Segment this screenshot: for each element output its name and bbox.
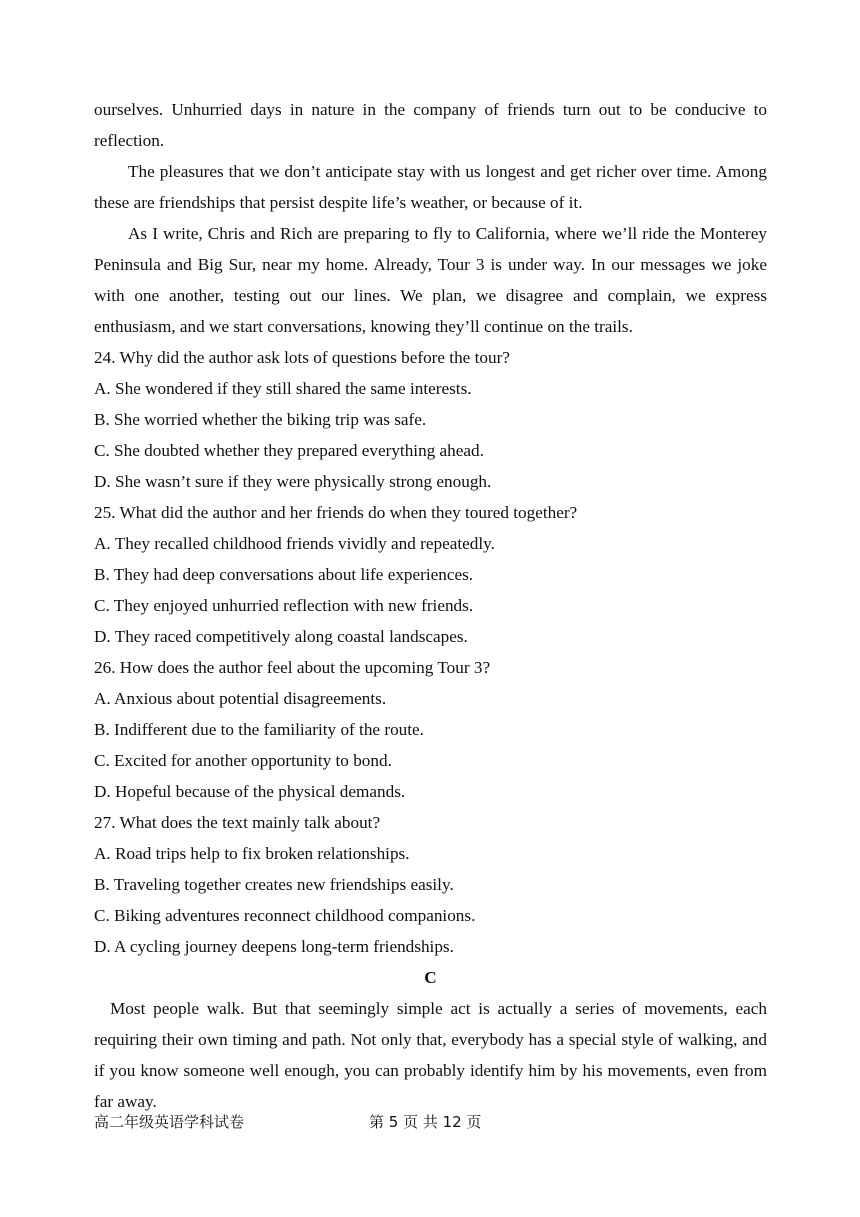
question-stem: 26. How does the author feel about the upcoming Tour 3?: [94, 658, 491, 677]
option-a: A. Road trips help to fix broken relationships.: [94, 844, 410, 863]
passage-b-paragraph-2: The pleasures that we don’t anticipate stay with us longest and get richer over time. Among these are friendships that persist despite life’s weather, or because of it.: [94, 162, 767, 212]
question-27: [94, 807, 767, 962]
passage-b-paragraph-1: ourselves. Unhurried days in nature in the company of friends turn out to be conducive to reflection.: [94, 100, 767, 150]
option-a: A. They recalled childhood friends vividly and repeatedly.: [94, 534, 495, 553]
option-b: B. She worried whether the biking trip was safe.: [94, 410, 427, 429]
option-b: B. They had deep conversations about life experiences.: [94, 565, 474, 584]
page-content: [94, 94, 767, 1117]
question-25: [94, 497, 767, 652]
option-d: D. She wasn’t sure if they were physically strong enough.: [94, 472, 492, 491]
option-d: D. Hopeful because of the physical demands.: [94, 782, 406, 801]
section-c-heading: C: [424, 968, 437, 987]
passage-c-paragraph-1: Most people walk. But that seemingly simple act is actually a series of movements, each requiring their own timing and path. Not only that, everybody has a special style of walking, and if you know someone well enough, you can probably identify him by his movements, even from far away.: [94, 999, 767, 1111]
exam-title: 高二年级英语学科试卷: [94, 1113, 245, 1131]
option-c: C. She doubted whether they prepared everything ahead.: [94, 441, 484, 460]
option-c: C. Excited for another opportunity to bond.: [94, 751, 392, 770]
option-b: B. Traveling together creates new friendships easily.: [94, 875, 454, 894]
option-d: D. A cycling journey deepens long-term friendships.: [94, 937, 454, 956]
question-stem: 25. What did the author and her friends do when they toured together?: [94, 503, 578, 522]
question-26: [94, 652, 767, 807]
option-a: A. She wondered if they still shared the same interests.: [94, 379, 472, 398]
question-stem: 24. Why did the author ask lots of questions before the tour?: [94, 348, 510, 367]
passage-b-paragraph-3: As I write, Chris and Rich are preparing to fly to California, where we’ll ride the Monterey Peninsula and Big Sur, near my home. Already, Tour 3 is under way. In our messages we joke with one another, testing out our lines. We plan, we disagree and complain, we express enthusiasm, and we start conversations, knowing they’ll continue on the trails.: [94, 224, 767, 336]
page-number: 第 5 页 共 12 页: [369, 1113, 482, 1131]
question-stem: 27. What does the text mainly talk about?: [94, 813, 381, 832]
option-d: D. They raced competitively along coastal landscapes.: [94, 627, 468, 646]
option-a: A. Anxious about potential disagreements.: [94, 689, 387, 708]
question-24: [94, 342, 767, 497]
option-c: C. They enjoyed unhurried reflection with new friends.: [94, 596, 474, 615]
option-b: B. Indifferent due to the familiarity of the route.: [94, 720, 424, 739]
option-c: C. Biking adventures reconnect childhood companions.: [94, 906, 476, 925]
